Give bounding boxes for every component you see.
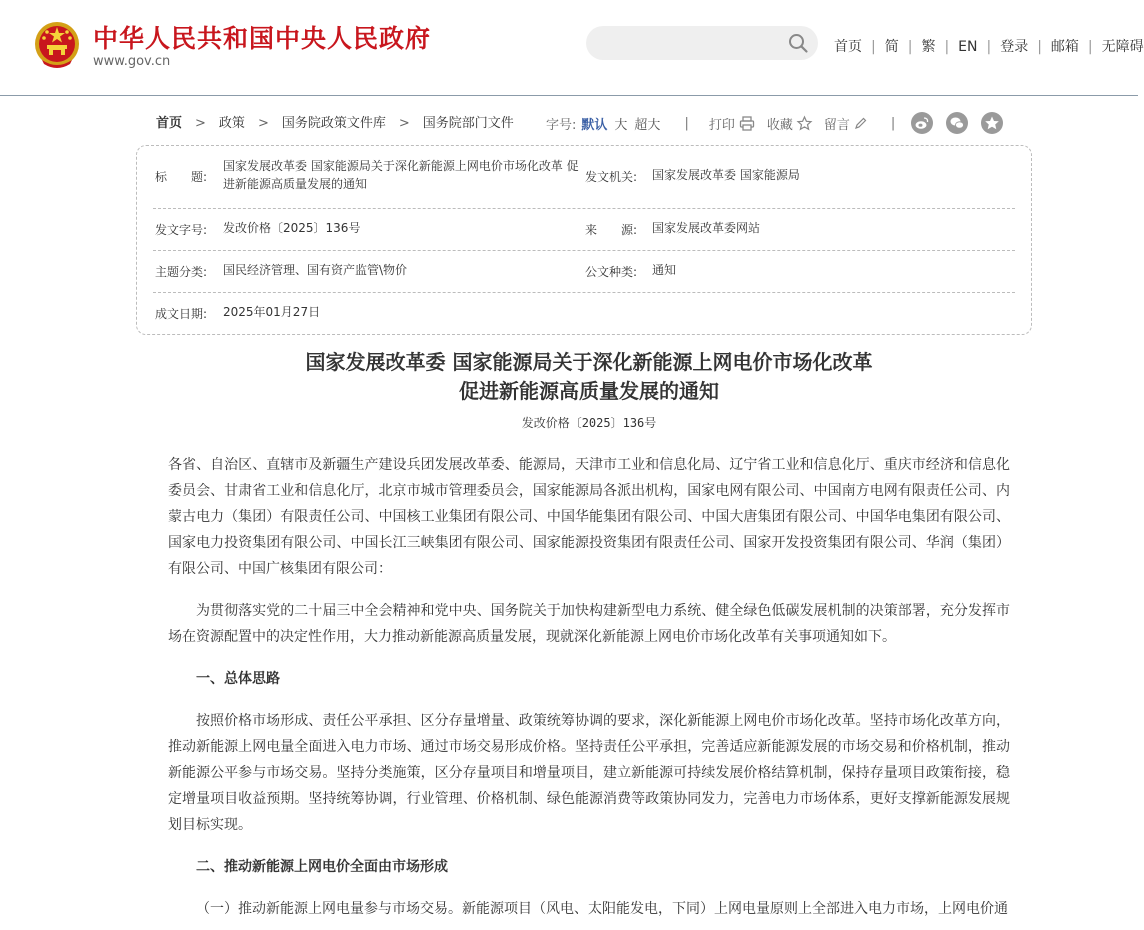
- meta-issuer-label: 发文机关:: [585, 170, 638, 184]
- article-title: [168, 348, 1010, 406]
- site-name[interactable]: 中华人民共和国中央人民政府: [93, 24, 432, 53]
- top-nav: [834, 36, 1144, 56]
- article-paragraph: 为贯彻落实党的二十届三中全会精神和党中央、国务院关于加快构建新型电力系统、健全绿色低碳发展机制的决策部署，充分发挥市场在资源配置中的决定性作用，大力推动新能源高质量发展，现就深化新能源上网电价市场化改革有关事项通知如下。: [168, 603, 1010, 645]
- article-title-line: 促进新能源高质量发展的通知: [459, 379, 719, 403]
- breadcrumb-policy-library[interactable]: 国务院政策文件库: [281, 116, 386, 131]
- nav-divider: |: [1087, 39, 1093, 55]
- section-heading: 二、推动新能源上网电价全面由市场形成: [196, 859, 448, 875]
- breadcrumb-policy[interactable]: 政策: [218, 116, 245, 131]
- breadcrumb-department-docs[interactable]: 国务院部门文件: [422, 116, 514, 131]
- header-divider: [0, 95, 1138, 96]
- article-title-line: 国家发展改革委 国家能源局关于深化新能源上网电价市场化改革: [305, 350, 873, 374]
- paragraph-spacer: [168, 838, 1010, 854]
- article-recipients: 各省、自治区、直辖市及新疆生产建设兵团发展改革委、能源局，天津市工业和信息化局、辽宁省工业和信息化厅、重庆市经济和信息化委员会、甘肃省工业和信息化厅，北京市城市管理委员会，国家能源局各派出机构，国家电网有限公司、中国南方电网有限责任公司、内蒙古电力（集团）有限责任公司、中国核工业集团有限公司、中国华能集团有限公司、中国大唐集团有限公司、中国华电集团有限公司、国家电力投资集团有限公司、中国长江三峡集团有限公司、国家能源投资集团有限责任公司、国家开发投资集团有限公司、华润（集团）有限公司、中国广核集团有限公司：: [168, 457, 1010, 577]
- nav-simplified[interactable]: 简: [884, 39, 899, 55]
- section-heading: 一、总体思路: [196, 671, 280, 687]
- nav-divider: |: [986, 39, 992, 55]
- paragraph-spacer: [168, 650, 1010, 666]
- meta-source-value: 国家发展改革委网站: [652, 221, 761, 235]
- paragraph-spacer: [168, 582, 1010, 598]
- pencil-icon: [854, 117, 867, 130]
- meta-issuer-value: 国家发展改革委 国家能源局: [652, 168, 800, 182]
- nav-accessibility[interactable]: 无障碍: [1101, 39, 1144, 55]
- comment-label: 留言: [823, 117, 850, 133]
- meta-title-label: 标 题:: [155, 170, 208, 184]
- star-icon: [984, 115, 1000, 131]
- article-paragraph: （一）推动新能源上网电量参与市场交易。新能源项目（风电、太阳能发电，下同）上网电量原则上全部进入电力市场，上网电价通: [196, 901, 1008, 917]
- comment-button[interactable]: [824, 114, 867, 133]
- meta-type-label: 公文种类:: [585, 265, 638, 279]
- nav-divider: |: [907, 39, 913, 55]
- meta-category-label: 主题分类:: [155, 265, 208, 279]
- nav-mailbox[interactable]: 邮箱: [1050, 39, 1079, 55]
- wechat-share-button[interactable]: [946, 112, 968, 134]
- meta-row: [153, 209, 1015, 251]
- document-metadata: [136, 145, 1032, 335]
- nav-divider: |: [871, 39, 876, 55]
- meta-date-label: 成文日期:: [155, 307, 208, 321]
- nav-divider: |: [1037, 39, 1042, 55]
- search-box: [586, 26, 818, 60]
- print-button[interactable]: [709, 114, 755, 133]
- font-size-label: 字号:: [546, 117, 577, 133]
- font-size-xlarge[interactable]: 超大: [634, 117, 661, 133]
- nav-traditional[interactable]: 繁: [921, 39, 936, 55]
- meta-title-value: 国家发展改革委 国家能源局关于深化新能源上网电价市场化改革 促进新能源高质量发展的通知: [223, 159, 579, 191]
- print-label: 打印: [708, 117, 735, 133]
- tools-divider: |: [890, 115, 896, 131]
- printer-icon: [739, 116, 755, 131]
- meta-date-value: 2025年01月27日: [223, 305, 321, 319]
- meta-row: [153, 146, 1015, 209]
- favorite-label: 收藏: [766, 117, 793, 133]
- favorite-button[interactable]: [767, 114, 812, 133]
- font-size-large[interactable]: 大: [614, 117, 628, 133]
- nav-home[interactable]: 首页: [834, 39, 862, 55]
- search-icon[interactable]: [788, 33, 808, 53]
- weibo-share-button[interactable]: [911, 112, 933, 134]
- meta-category-value: 国民经济管理、国有资产监管\物价: [223, 263, 408, 277]
- breadcrumb-home[interactable]: 首页: [156, 116, 183, 131]
- breadcrumb: [156, 112, 514, 131]
- chevron-right-icon: >: [398, 116, 410, 131]
- chevron-right-icon: >: [257, 116, 269, 131]
- meta-docno-label: 发文字号:: [155, 223, 208, 237]
- site-url[interactable]: www.gov.cn: [93, 54, 171, 69]
- wechat-icon: [949, 115, 965, 131]
- article-body: [168, 452, 1010, 922]
- meta-row: [153, 251, 1015, 293]
- meta-type-value: 通知: [652, 263, 677, 277]
- weibo-icon: [914, 115, 930, 131]
- nav-login[interactable]: 登录: [1000, 39, 1029, 55]
- paragraph-spacer: [168, 692, 1010, 708]
- search-input[interactable]: [600, 32, 784, 56]
- meta-row: [153, 293, 1015, 333]
- meta-source-label: 来 源:: [585, 223, 638, 237]
- nav-divider: |: [944, 39, 950, 55]
- tools-divider: |: [684, 115, 689, 131]
- star-outline-icon: [797, 116, 812, 131]
- font-size-default[interactable]: 默认: [581, 117, 608, 133]
- article-doc-number: 发改价格〔2025〕136号: [521, 416, 657, 430]
- article-paragraph: 按照价格市场形成、责任公平承担、区分存量增量、政策统筹协调的要求，深化新能源上网电价市场化改革。坚持市场化改革方向，推动新能源上网电量全面进入电力市场、通过市场交易形成价格。坚持责任公平承担，完善适应新能源发展的市场交易和价格机制，推动新能源公平参与市场交易。坚持分类施策，区分存量项目和增量项目，建立新能源可持续发展价格结算机制，保持存量项目政策衔接，稳定增量项目收益预期。坚持统筹协调，行业管理、价格机制、绿色能源消费等政策协同发力，完善电力市场体系，更好支撑新能源发展规划目标实现。: [168, 713, 1010, 833]
- nav-english[interactable]: EN: [958, 39, 978, 55]
- meta-docno-value: 发改价格〔2025〕136号: [223, 221, 361, 235]
- paragraph-spacer: [168, 880, 1010, 896]
- favorite-share-button[interactable]: [981, 112, 1003, 134]
- chevron-right-icon: >: [195, 116, 206, 131]
- article-tools: [546, 112, 1016, 134]
- site-header: [0, 0, 1144, 95]
- national-emblem-icon[interactable]: [34, 20, 80, 70]
